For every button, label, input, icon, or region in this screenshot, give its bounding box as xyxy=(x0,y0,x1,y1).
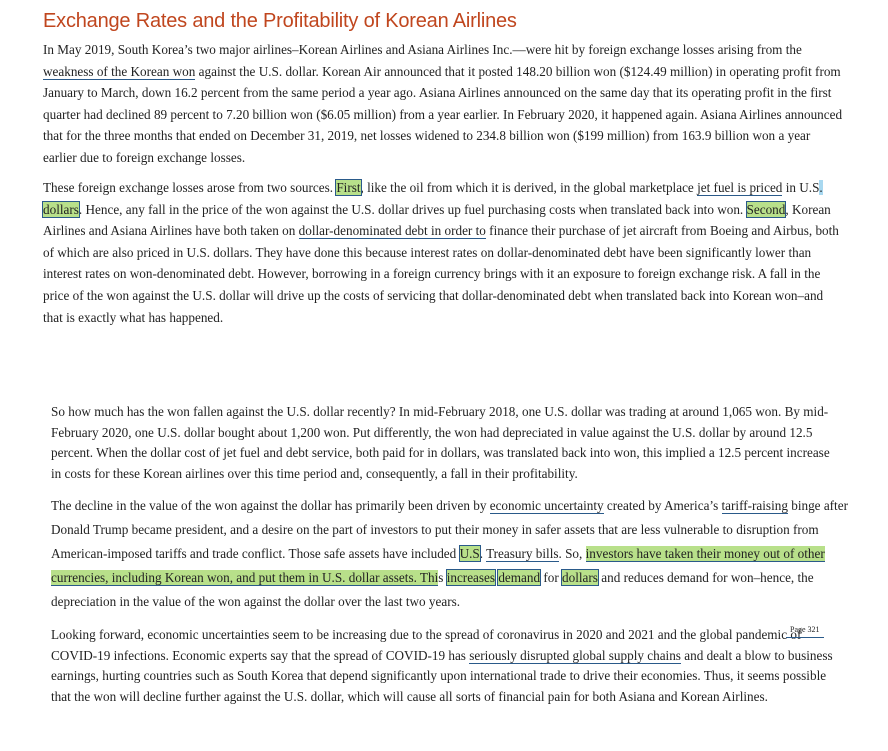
text: and reduces demand for won–hence, the depreciation in the value of the won against the dollar over the last two years. xyxy=(51,570,814,609)
text: . So, xyxy=(558,546,586,561)
text: against the U.S. dollar. Korean Air announced that it posted 148.20 billion won ($124.49 million) in operating profit from January to March, down 16.2 percent from the same period a year ago. Asiana Airlines announced on the same day that its operating profit in the first quarter had declined 89 percent to 7.20 billion won ($6.05 million) from a year earlier. In February 2020, it happened again. Asiana Airlines announced that for the three months that ended on December 31, 2019, net losses widened to 234.8 billion won ($199 million) from 163.9 billion won a year earlier due to foreign exchange losses. xyxy=(43,63,843,165)
paragraph-4 xyxy=(51,494,851,614)
highlight-investors-sentence[interactable]: investors have taken their money out of other currencies, including Korean won, and put them in U.S. dollar assets. Thi xyxy=(51,546,825,585)
link-jet-fuel-priced[interactable]: jet fuel is priced xyxy=(697,180,783,195)
text: s xyxy=(438,570,447,585)
highlight-us[interactable]: U.S xyxy=(459,546,480,561)
text: . xyxy=(479,546,487,561)
text: , Korean Airlines and Asiana Airlines have both taken on xyxy=(43,201,831,239)
highlight-second[interactable]: Second xyxy=(746,201,786,217)
text: . Hence, any fall in the price of the won against the U.S. dollar drives up fuel purchasing costs when translated back into won. xyxy=(78,201,747,217)
text: , like the oil from which it is derived, in the global marketplace xyxy=(360,180,698,195)
paragraph-3: So how much has the won fallen against the U.S. dollar recently? In mid-February 2018, one U.S. dollar was trading at around 1,065 won. By mid-February 2020, one U.S. dollar bought about 1,200 won. Put differently, the won had depreciated in value against the U.S. dollar by around 12.5 percent. When the dollar cost of jet fuel and debt service, both paid for in dollars, was translated back into won, this implied a 12.5 percent increase in costs for these Korean airlines over this time period and, consequently, a fall in their profitability. xyxy=(51,404,830,481)
text: in U.S xyxy=(782,180,820,195)
highlight-first[interactable]: First xyxy=(336,180,361,195)
text: These foreign exchange losses arose from two sources. xyxy=(43,180,337,195)
link-treasury-bills[interactable]: Treasury bills xyxy=(486,546,559,561)
text: and dealt a blow to business earnings, hurting countries such as South Korea that depend significantly upon international trade to drive their economies. Thus, it seems possible that the won will decline further against the U.S. dollar, which will cause all sorts of financial pain for both Asiana and Korean Airlines. xyxy=(51,647,833,704)
highlight-dollars[interactable]: dollars xyxy=(43,201,79,217)
highlight-increases[interactable]: increases xyxy=(446,570,496,585)
link-tariff-raising[interactable]: tariff-raising xyxy=(721,498,788,513)
paragraph-2 xyxy=(43,177,843,328)
highlight-dollars-2[interactable]: dollars xyxy=(562,570,598,585)
link-economic-uncertainty[interactable]: economic uncertainty xyxy=(489,498,604,513)
text: for xyxy=(540,570,563,585)
link-weakness-korean-won[interactable]: weakness of the Korean won xyxy=(43,63,196,79)
paragraph-1 xyxy=(43,39,843,169)
link-dollar-denominated-debt[interactable]: dollar-denominated debt in order to xyxy=(298,223,486,239)
page-number-badge[interactable]: Page 321 xyxy=(786,624,824,638)
text: Looking forward, economic uncertainties seem to be increasing due to the spread of coronavirus in 2020 and 2021 and the global pandemic of COVID-19 infections. Economic experts say that the spread of COVID-19 has xyxy=(51,627,802,663)
text: created by America’s xyxy=(603,498,722,513)
text: finance their purchase of jet aircraft from Boeing and Airbus, both of which are also priced in U.S. dollars. They have done this because interest rates on dollar-denominated debt have been significantly lower than interest rates on won-denominated debt. However, borrowing in a foreign currency brings with it an exposure to foreign exchange risk. A fall in the price of the won against the U.S. dollar will drive up the costs of servicing that dollar-denominated debt when translated back into Korean won–and that is exactly what has happened. xyxy=(43,223,839,325)
highlight-demand[interactable]: demand xyxy=(498,570,541,585)
paragraph-5 xyxy=(51,625,841,707)
highlight-dot[interactable]: . xyxy=(819,180,823,195)
article-title: Exchange Rates and the Profitability of Korean Airlines xyxy=(43,10,517,32)
link-supply-chains[interactable]: seriously disrupted global supply chains xyxy=(469,647,681,663)
text: The decline in the value of the won against the dollar has primarily been driven by xyxy=(51,498,490,513)
text: In May 2019, South Korea’s two major airlines–Korean Airlines and Asiana Airlines Inc.—were hit by foreign exchange losses arising from the xyxy=(43,42,802,57)
text: binge after Donald Trump became president, and a desire on the part of investors to put their money in safer assets that are less vulnerable to disruption from American-imposed tariffs and trade conflict. Those safe assets have included xyxy=(51,498,848,561)
